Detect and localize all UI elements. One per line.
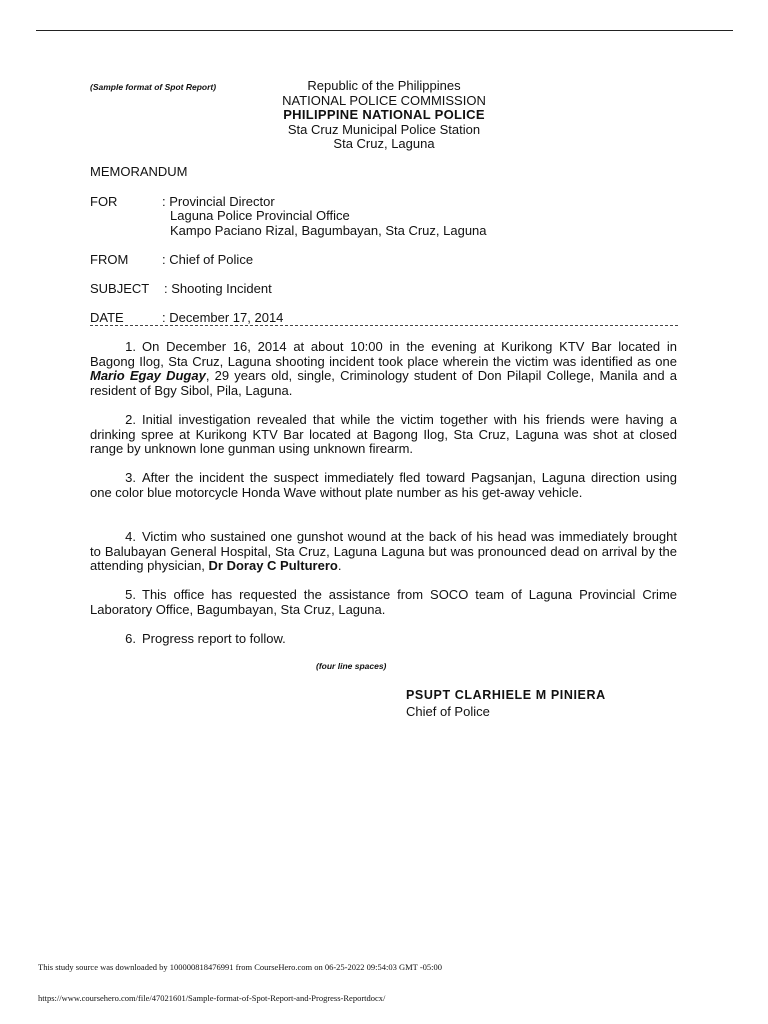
- letterhead-pnp: PHILIPPINE NATIONAL POLICE: [283, 107, 485, 123]
- dashed-separator: [90, 325, 678, 326]
- letterhead-station: Sta Cruz Municipal Police Station: [287, 121, 481, 137]
- for-address: Kampo Paciano Rizal, Bagumbayan, Sta Cruz, Laguna: [170, 223, 487, 238]
- paragraph-text: Initial investigation revealed that while the victim together with his friends were having a drinking spree at Kurikong KTV Bar located at Bagong Ilog, Sta Cruz, Laguna was shot at closed range by unknown lone gunman using unknown firearm.: [90, 412, 677, 457]
- for-recipient: : Provincial Director: [162, 194, 275, 209]
- signatory-name: PSUPT CLARHIELE M PINIERA: [406, 688, 606, 702]
- paragraph-number: 6.: [125, 631, 136, 646]
- physician-name: Dr Doray C Pulturero: [208, 558, 338, 574]
- paragraph-number: 1.: [125, 339, 136, 354]
- paragraph-6: [90, 632, 677, 647]
- paragraph-number: 5.: [125, 587, 136, 602]
- top-divider: [36, 30, 733, 31]
- from-value: : Chief of Police: [162, 252, 254, 267]
- subject-value: : Shooting Incident: [164, 281, 272, 296]
- paragraph-text: This office has requested the assistance from SOCO team of Laguna Provincial Crime Laboratory Office, Bagumbayan, Sta Cruz, Laguna.: [90, 587, 677, 617]
- victim-name: Mario Egay Dugay: [90, 368, 206, 384]
- letterhead-location: Sta Cruz, Laguna: [333, 136, 435, 152]
- letterhead-commission: NATIONAL POLICE COMMISSION: [282, 92, 486, 108]
- paragraph-text: After the incident the suspect immediately fled toward Pagsanjan, Laguna direction using one color blue motorcycle Honda Wave without plate number as his get-away vehicle.: [90, 470, 677, 500]
- paragraph-number: 2.: [125, 412, 136, 427]
- paragraph-text: , 29 years old, single, Criminology student of Don Pilapil College, Manila and a resident of Bgy Sibol, Pila, Laguna.: [90, 368, 677, 398]
- paragraph-5: [90, 588, 677, 617]
- sample-format-note: (Sample format of Spot Report): [90, 82, 217, 92]
- line-spaces-note: (four line spaces): [316, 661, 387, 671]
- download-note: This study source was downloaded by 100000818476991 from CourseHero.com on 06-25-2022 09:54:03 GMT -05:00: [38, 962, 443, 972]
- letterhead: [280, 79, 488, 152]
- paragraph-text: .: [337, 558, 342, 574]
- paragraph-number: 3.: [125, 470, 136, 485]
- paragraph-text: On December 16, 2014 at about 10:00 in the evening at Kurikong KTV Bar located in Bagong Ilog, Sta Cruz, Laguna shooting incident took place wherein the victim was identified as one: [90, 339, 677, 369]
- paragraph-1: [90, 340, 677, 398]
- paragraph-3: [90, 471, 677, 500]
- for-label: FOR: [90, 194, 118, 209]
- memo-title: MEMORANDUM: [90, 164, 188, 179]
- paragraph-text: Victim who sustained one gunshot wound at the back of his head was immediately brought to Balubayan General Hospital, Sta Cruz, Laguna Laguna but was pronounced dead on arrival by the attending physician,: [90, 529, 677, 574]
- date-label: DATE: [90, 310, 124, 325]
- date-value: : December 17, 2014: [162, 310, 284, 325]
- subject-label: SUBJECT: [90, 281, 150, 296]
- paragraph-2: [90, 413, 677, 457]
- signatory-title: Chief of Police: [406, 704, 490, 719]
- paragraph-4: [90, 530, 677, 574]
- for-office: Laguna Police Provincial Office: [170, 208, 350, 223]
- paragraph-text: Progress report to follow.: [142, 631, 286, 646]
- letterhead-republic: Republic of the Philippines: [307, 78, 461, 93]
- from-label: FROM: [90, 252, 129, 267]
- paragraph-number: 4.: [125, 529, 136, 544]
- source-url[interactable]: https://www.coursehero.com/file/47021601/Sample-format-of-Spot-Report-and-Progress-Reportdocx/: [38, 993, 386, 1003]
